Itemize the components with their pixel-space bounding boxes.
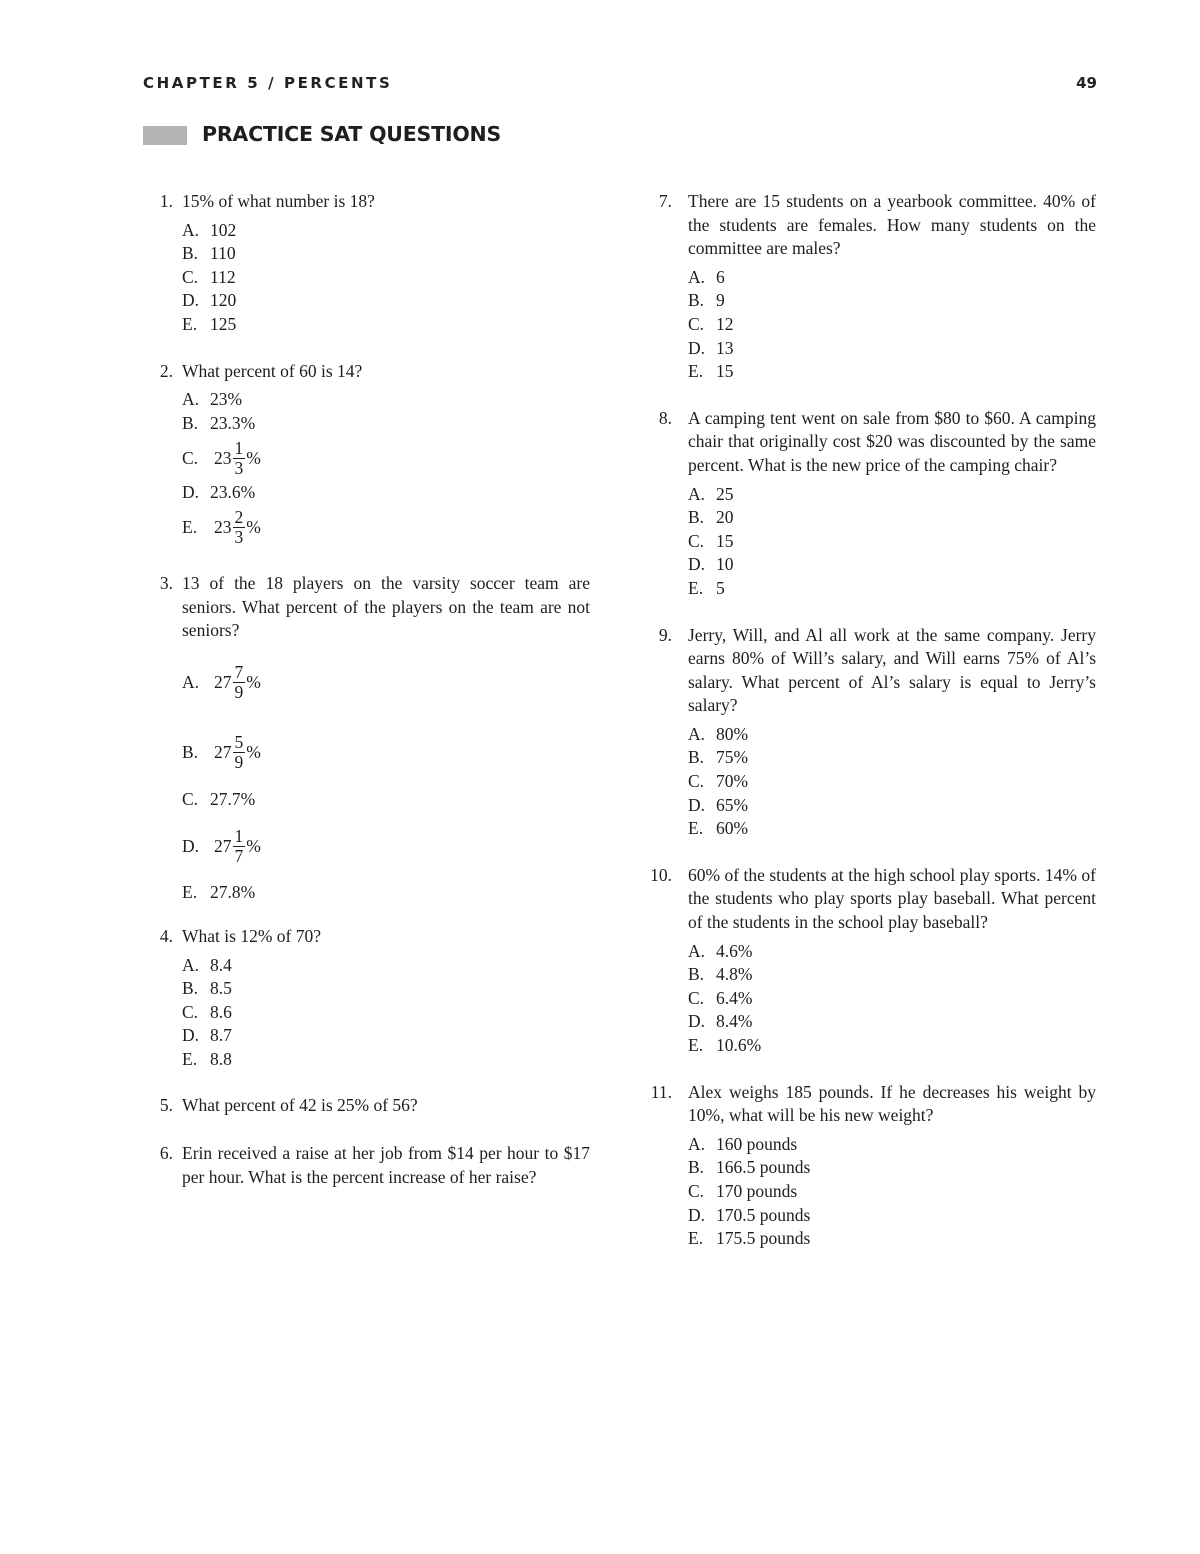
running-head: CHAPTER 5 / PERCENTS bbox=[143, 74, 393, 92]
question-10 bbox=[650, 864, 1096, 1058]
whole-part: 23 bbox=[214, 517, 232, 538]
choice-letter: C. bbox=[182, 266, 199, 287]
denominator: 3 bbox=[234, 527, 244, 548]
choice-letter: A. bbox=[688, 1133, 706, 1154]
choice-text: 6.4% bbox=[716, 987, 753, 1008]
choice-letter: D. bbox=[182, 1025, 200, 1046]
question-3 bbox=[147, 572, 590, 905]
question-number: 1. bbox=[159, 191, 173, 211]
choice-letter: A. bbox=[182, 954, 200, 975]
choice-text: 160 pounds bbox=[716, 1133, 798, 1154]
choice-letter: B. bbox=[688, 747, 705, 768]
choice-letter: C. bbox=[688, 987, 705, 1008]
answer-choice bbox=[182, 313, 590, 337]
question-11 bbox=[650, 1081, 1096, 1251]
answer-choices bbox=[182, 954, 590, 1072]
question-2 bbox=[147, 360, 590, 551]
answer-choices bbox=[688, 723, 1096, 841]
whole-part: 27 bbox=[214, 671, 232, 692]
answer-choice bbox=[182, 266, 590, 290]
choice-text: 175.5 pounds bbox=[716, 1228, 811, 1249]
answer-choice bbox=[688, 337, 1096, 361]
question-stem: Alex weighs 185 pounds. If he decreases his weight by 10%, what will be his new weight? bbox=[688, 1081, 1096, 1126]
fraction bbox=[233, 439, 246, 478]
choice-text: 13 bbox=[716, 337, 734, 358]
mixed-number bbox=[214, 733, 261, 772]
choice-text: 8.4 bbox=[210, 954, 232, 975]
choice-text: 15 bbox=[716, 530, 734, 551]
choice-text: 10 bbox=[716, 554, 734, 575]
choice-text: 8.7 bbox=[210, 1025, 232, 1046]
question-number: 9. bbox=[658, 624, 672, 645]
choice-text: 60% bbox=[716, 818, 749, 839]
question-number: 4. bbox=[159, 925, 173, 946]
choice-text: 166.5 pounds bbox=[716, 1157, 811, 1178]
answer-choice bbox=[688, 553, 1096, 577]
whole-part: 27 bbox=[214, 835, 232, 856]
choice-text: 110 bbox=[210, 243, 236, 264]
question-5 bbox=[147, 1094, 590, 1118]
right-column bbox=[650, 190, 1096, 1251]
answer-choice bbox=[182, 977, 590, 1001]
choice-text: 27.7% bbox=[210, 788, 256, 809]
fraction bbox=[233, 663, 246, 702]
answer-choice bbox=[688, 506, 1096, 530]
choice-text: 75% bbox=[716, 747, 749, 768]
choice-letter: D. bbox=[688, 794, 706, 815]
whole-part: 27 bbox=[214, 741, 232, 762]
choice-text: 25 bbox=[716, 483, 734, 504]
answer-choice bbox=[688, 530, 1096, 554]
choice-text: 120 bbox=[210, 290, 237, 311]
choice-text: 10.6% bbox=[716, 1035, 762, 1055]
percent-sign: % bbox=[246, 835, 261, 856]
question-stem: What percent of 60 is 14? bbox=[182, 360, 363, 381]
choice-text: 20 bbox=[716, 507, 734, 528]
mixed-number bbox=[214, 663, 261, 702]
answer-choice bbox=[182, 811, 590, 881]
choice-letter: E. bbox=[182, 882, 198, 903]
answer-choice bbox=[688, 313, 1096, 337]
choice-letter: D. bbox=[182, 482, 200, 503]
choice-text: 4.6% bbox=[716, 940, 753, 961]
question-number: 7. bbox=[658, 191, 672, 211]
answer-choice bbox=[182, 881, 590, 905]
question-number: 8. bbox=[658, 407, 672, 428]
choice-letter: A. bbox=[182, 671, 200, 692]
choice-letter: E. bbox=[688, 577, 704, 598]
choice-letter: A. bbox=[182, 219, 200, 240]
choice-text: 27.8% bbox=[210, 882, 256, 903]
question-stem: Jerry, Will, and Al all work at the same company. Jerry earns 80% of Will’s salary, and Will earns 75% of Al’s salary. What percent of Al’s salary is equal to Jerry’s salary? bbox=[688, 624, 1096, 716]
choice-letter: B. bbox=[688, 290, 705, 311]
answer-choice bbox=[688, 1180, 1096, 1204]
answer-choice bbox=[688, 963, 1096, 987]
question-stem: 13 of the 18 players on the varsity soccer team are seniors. What percent of the players on the team are not seniors? bbox=[182, 572, 590, 641]
mixed-number bbox=[214, 827, 261, 866]
answer-choice bbox=[688, 577, 1096, 601]
choice-letter: C. bbox=[688, 313, 705, 334]
choice-letter: B. bbox=[688, 1157, 705, 1178]
choice-text: 102 bbox=[210, 219, 237, 240]
choice-letter: B. bbox=[688, 507, 705, 528]
question-7 bbox=[650, 190, 1096, 384]
question-number: 2. bbox=[159, 360, 173, 381]
answer-choice bbox=[688, 289, 1096, 313]
choice-text: 9 bbox=[716, 290, 725, 311]
choice-text: 8.8 bbox=[210, 1048, 232, 1069]
choice-text: 12 bbox=[716, 313, 734, 334]
choice-letter: D. bbox=[182, 290, 200, 311]
question-stem: What is 12% of 70? bbox=[182, 925, 321, 946]
answer-choice bbox=[182, 1048, 590, 1072]
answer-choice bbox=[688, 1010, 1096, 1034]
question-number: 10. bbox=[650, 864, 672, 885]
percent-sign: % bbox=[246, 517, 261, 538]
answer-choice bbox=[688, 1034, 1096, 1058]
choice-letter: A. bbox=[182, 389, 200, 410]
question-number: 6. bbox=[159, 1143, 173, 1164]
answer-choices bbox=[688, 1133, 1096, 1251]
question-stem: 60% of the students at the high school play sports. 14% of the students who play sports play baseball. What percent of the students in the school play baseball? bbox=[688, 864, 1096, 933]
section-marker-bar bbox=[143, 126, 187, 145]
choice-text: 6 bbox=[716, 266, 725, 287]
choice-letter: B. bbox=[182, 243, 199, 264]
choice-letter: E. bbox=[688, 1228, 704, 1249]
answer-choice bbox=[688, 1133, 1096, 1157]
answer-choice bbox=[688, 1204, 1096, 1228]
answer-choice bbox=[182, 648, 590, 718]
question-4 bbox=[147, 925, 590, 1072]
answer-choice bbox=[182, 718, 590, 788]
choice-text: 23% bbox=[210, 389, 243, 410]
answer-choice bbox=[182, 1024, 590, 1048]
choice-text: 170 pounds bbox=[716, 1180, 798, 1201]
question-8 bbox=[650, 407, 1096, 601]
answer-choice bbox=[182, 788, 590, 812]
choice-letter: A. bbox=[688, 940, 706, 961]
question-number: 11. bbox=[650, 1081, 672, 1102]
choice-letter: B. bbox=[182, 741, 199, 762]
left-column bbox=[147, 190, 590, 1189]
choice-text: 70% bbox=[716, 771, 749, 792]
choice-letter: B. bbox=[182, 412, 199, 433]
answer-choice bbox=[182, 954, 590, 978]
answer-choices bbox=[688, 940, 1096, 1058]
percent-sign: % bbox=[246, 741, 261, 762]
question-stem: Erin received a raise at her job from $14 per hour to $17 per hour. What is the percent increase of her raise? bbox=[182, 1143, 590, 1187]
numerator: 7 bbox=[234, 662, 244, 683]
choice-letter: C. bbox=[688, 771, 705, 792]
choice-text: 8.6 bbox=[210, 1001, 232, 1022]
choice-text: 80% bbox=[716, 723, 749, 744]
answer-choice bbox=[182, 505, 590, 551]
fraction bbox=[233, 827, 246, 866]
answer-choice bbox=[688, 360, 1096, 384]
choice-letter: C. bbox=[182, 1001, 199, 1022]
choice-letter: E. bbox=[182, 313, 198, 334]
question-number: 3. bbox=[159, 572, 173, 593]
answer-choices bbox=[688, 266, 1096, 384]
choice-letter: C. bbox=[182, 788, 199, 809]
section-title: PRACTICE SAT QUESTIONS bbox=[202, 122, 502, 146]
choice-letter: C. bbox=[182, 447, 199, 468]
answer-choice bbox=[688, 940, 1096, 964]
choice-letter: E. bbox=[182, 517, 198, 538]
answer-choice bbox=[182, 289, 590, 313]
choice-letter: D. bbox=[688, 1204, 706, 1225]
fraction bbox=[233, 508, 246, 547]
answer-choices bbox=[688, 483, 1096, 601]
answer-choice bbox=[688, 723, 1096, 747]
fraction bbox=[233, 733, 246, 772]
choice-letter: C. bbox=[688, 1180, 705, 1201]
numerator: 1 bbox=[234, 437, 244, 458]
denominator: 9 bbox=[234, 682, 244, 703]
choice-letter: E. bbox=[688, 1035, 704, 1055]
answer-choice bbox=[182, 388, 590, 412]
choice-text: 65% bbox=[716, 794, 749, 815]
answer-choices bbox=[182, 388, 590, 551]
answer-choice bbox=[688, 987, 1096, 1011]
choice-text: 23.6% bbox=[210, 482, 256, 503]
answer-choice bbox=[182, 219, 590, 243]
whole-part: 23 bbox=[214, 447, 232, 468]
answer-choice bbox=[688, 746, 1096, 770]
answer-choices bbox=[182, 219, 590, 337]
choice-text: 112 bbox=[210, 266, 236, 287]
choice-text: 8.5 bbox=[210, 978, 232, 999]
answer-choice bbox=[688, 266, 1096, 290]
answer-choice bbox=[182, 435, 590, 481]
choice-letter: E. bbox=[688, 818, 704, 839]
choice-text: 23.3% bbox=[210, 412, 256, 433]
mixed-number bbox=[214, 439, 261, 478]
choice-letter: E. bbox=[182, 1048, 198, 1069]
choice-letter: B. bbox=[182, 978, 199, 999]
answer-choice bbox=[688, 483, 1096, 507]
page-number: 49 bbox=[1076, 74, 1097, 92]
question-number: 5. bbox=[159, 1095, 173, 1116]
denominator: 7 bbox=[234, 845, 244, 866]
percent-sign: % bbox=[246, 671, 261, 692]
choice-text: 5 bbox=[716, 577, 725, 598]
choice-letter: A. bbox=[688, 723, 706, 744]
choice-text: 15 bbox=[716, 361, 734, 382]
choice-letter: A. bbox=[688, 483, 706, 504]
question-stem: 15% of what number is 18? bbox=[182, 191, 375, 211]
question-stem: There are 15 students on a yearbook committee. 40% of the students are females. How many students on the committee are males? bbox=[688, 191, 1096, 259]
answer-choice bbox=[182, 481, 590, 505]
answer-choice bbox=[182, 412, 590, 436]
numerator: 2 bbox=[234, 507, 244, 528]
choice-letter: A. bbox=[688, 266, 706, 287]
answer-choice bbox=[688, 817, 1096, 841]
choice-text: 125 bbox=[210, 313, 237, 334]
choice-letter: E. bbox=[688, 361, 704, 382]
answer-choice bbox=[688, 1156, 1096, 1180]
answer-choice bbox=[182, 242, 590, 266]
numerator: 1 bbox=[234, 825, 244, 846]
question-stem: What percent of 42 is 25% of 56? bbox=[182, 1095, 418, 1116]
answer-choice bbox=[688, 1227, 1096, 1251]
choice-letter: C. bbox=[688, 530, 705, 551]
choice-letter: D. bbox=[688, 1011, 706, 1032]
question-9 bbox=[650, 624, 1096, 841]
denominator: 3 bbox=[234, 457, 244, 478]
denominator: 9 bbox=[234, 752, 244, 773]
answer-choice bbox=[182, 1001, 590, 1025]
answer-choices bbox=[182, 648, 590, 905]
choice-letter: D. bbox=[182, 835, 200, 856]
mixed-number bbox=[214, 508, 261, 547]
choice-text: 4.8% bbox=[716, 964, 753, 985]
choice-letter: D. bbox=[688, 554, 706, 575]
answer-choice bbox=[688, 794, 1096, 818]
choice-letter: D. bbox=[688, 337, 706, 358]
answer-choice bbox=[688, 770, 1096, 794]
percent-sign: % bbox=[246, 447, 261, 468]
choice-text: 8.4% bbox=[716, 1011, 753, 1032]
choice-letter: B. bbox=[688, 964, 705, 985]
question-stem: A camping tent went on sale from $80 to $60. A camping chair that originally cost $20 was discounted by the same percent. What is the new price of the camping chair? bbox=[688, 407, 1096, 475]
numerator: 5 bbox=[234, 732, 244, 753]
question-6 bbox=[147, 1142, 590, 1189]
choice-text: 170.5 pounds bbox=[716, 1204, 811, 1225]
question-1 bbox=[147, 190, 590, 337]
